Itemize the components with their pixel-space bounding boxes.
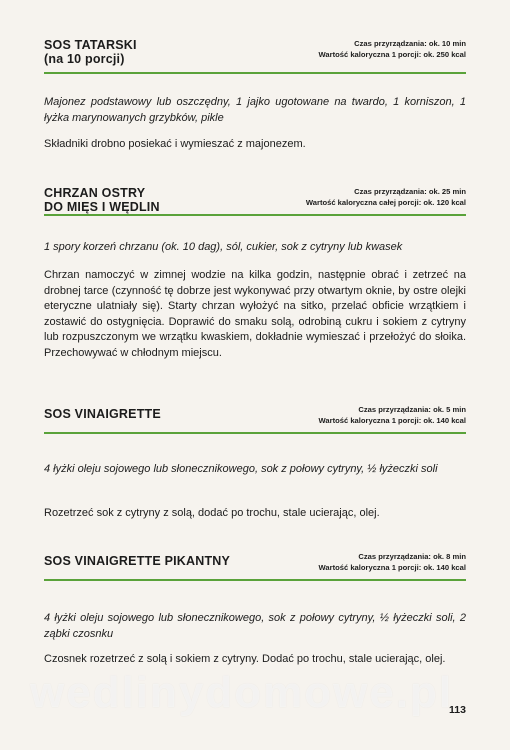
prep-time: Czas przyrządzania: ok. 8 min <box>358 552 466 561</box>
prep-time: Czas przyrządzania: ok. 25 min <box>354 187 466 196</box>
recipe-title <box>44 186 160 214</box>
recipe-title-line1: SOS VINAIGRETTE PIKANTNY <box>44 554 231 568</box>
recipe-title-line2: (na 10 porcji) <box>44 52 125 66</box>
recipe-title <box>44 554 230 568</box>
ingredients: 1 spory korzeń chrzanu (ok. 10 dag), sól, cukier, sok z cytryny lub kwasek <box>44 241 403 253</box>
recipe-header <box>44 404 466 434</box>
recipe-title <box>44 38 137 66</box>
recipe-meta <box>319 39 466 60</box>
recipe-chrzan-ostry <box>44 186 466 359</box>
recipe-title-line1: CHRZAN OSTRY <box>44 186 146 200</box>
calories: Wartość kaloryczna 1 porcji: ok. 140 kcal <box>318 415 466 425</box>
calories: Wartość kaloryczna 1 porcji: ok. 140 kcal <box>318 562 466 572</box>
green-rule <box>44 72 466 74</box>
recipe-title-line2: DO MIĘS I WĘDLIN <box>44 200 160 214</box>
recipe-title <box>44 407 161 421</box>
page-number: 113 <box>449 704 466 716</box>
ingredients: 4 łyżki oleju sojowego lub słonecznikowego, sok z połowy cytryny, ½ łyżeczki soli, 2 ząbki czosnku <box>44 612 466 640</box>
method: Składniki drobno posiekać i wymieszać z majonezem. <box>44 138 306 150</box>
recipe-header <box>44 186 466 216</box>
recipe-sos-vinaigrette <box>44 404 466 519</box>
recipe-header <box>44 38 466 68</box>
method: Rozetrzeć sok z cytryny z solą, dodać po trochu, stale ucierając, olej. <box>44 507 380 519</box>
recipe-meta <box>319 405 466 426</box>
ingredients: 4 łyżki oleju sojowego lub słonecznikowego, sok z połowy cytryny, ½ łyżeczki soli <box>44 463 438 475</box>
green-rule <box>44 432 466 434</box>
method: Czosnek rozetrzeć z solą i sokiem z cytryny. Dodać po trochu, stale ucierając, olej. <box>44 653 446 665</box>
recipe-header <box>44 551 466 581</box>
prep-time: Czas przyrządzania: ok. 5 min <box>358 405 466 414</box>
green-rule <box>44 579 466 581</box>
ingredients: Majonez podstawowy lub oszczędny, 1 jajko ugotowane na twardo, 1 korniszon, 1 łyżka marynowanych grzybków, pikle <box>44 96 466 124</box>
calories: Wartość kaloryczna całej porcji: ok. 120 kcal <box>305 197 466 207</box>
recipe-sos-tatarski <box>44 38 466 150</box>
recipe-sos-vinaigrette-pikantny <box>44 551 466 665</box>
method: Chrzan namoczyć w zimnej wodzie na kilka godzin, następnie obrać i zetrzeć na drobnej tarce (czynność tę dobrze jest wykonywać przy otwartym oknie, by ostre olejki eteryczne ulatniały się). Starty chrzan wyłożyć na sitko, przelać obficie wrzątkiem i zostawić do ostygnięcia. Doprawić do smaku solą, odrobiną cukru i sokiem z cytryny lub rozpuszczonym we wrzątku kwaskiem, dokładnie wymieszać i przełożyć do słoika. Przechowywać w chłodnym miejscu. <box>44 269 466 359</box>
watermark: wedlinydomowe.pl <box>30 668 454 717</box>
recipe-title-line1: SOS TATARSKI <box>44 38 137 52</box>
recipe-title-line1: SOS VINAIGRETTE <box>44 407 161 421</box>
green-rule <box>44 214 466 216</box>
recipe-meta <box>306 187 466 208</box>
calories: Wartość kaloryczna 1 porcji: ok. 250 kcal <box>318 49 466 59</box>
prep-time: Czas przyrządzania: ok. 10 min <box>354 39 466 48</box>
recipe-meta <box>319 552 466 573</box>
